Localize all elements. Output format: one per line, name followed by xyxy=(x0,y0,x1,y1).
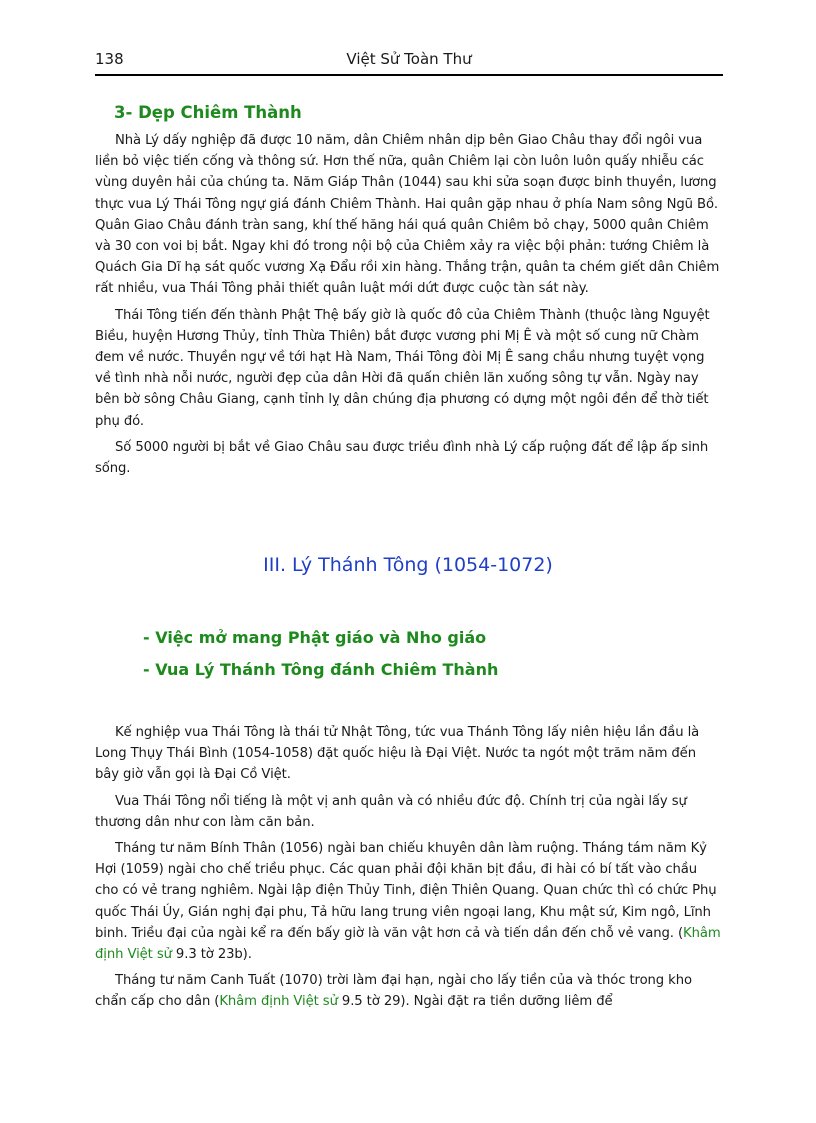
citation-link: Khâm định Việt sử xyxy=(219,994,338,1010)
paragraph: Thái Tông tiến đến thành Phật Thệ bấy giờ là quốc đô của Chiêm Thành (thuộc làng Nguyệt Biều, huyện Hương Thủy, tỉnh Thừa Thiên) bắt được vương phi Mị Ê và một số cung nữ Chàm đem về nước. Thuyền ngự về tới hạt Hà Nam, Thái Tông đòi Mị Ê sang chầu nhưng tuyệt vọng về tình nhà nỗi nước, người đẹp của dân Hời đã quấn chiên lăn xuống sông tự vẫn. Ngày nay bên bờ sông Châu Giang, cạnh tỉnh lỵ dân chúng địa phương có dựng một ngôi đền để thờ tiết phụ đó. xyxy=(95,307,710,429)
subheading: - Vua Lý Thánh Tông đánh Chiêm Thành xyxy=(143,660,499,679)
paragraph: Vua Thái Tông nổi tiếng là một vị anh quân và có nhiều đức độ. Chính trị của ngài lấy sự thương dân như con làm căn bản. xyxy=(95,793,687,830)
header-rule xyxy=(95,74,723,76)
chapter-body xyxy=(95,722,723,1013)
section-heading: 3- Dẹp Chiêm Thành xyxy=(114,103,302,122)
subheading: - Việc mở mang Phật giáo và Nho giáo xyxy=(143,628,487,647)
page-header xyxy=(95,50,723,74)
paragraph: Kế nghiệp vua Thái Tông là thái tử Nhật Tông, tức vua Thánh Tông lấy niên hiệu lần đầu là Long Thụy Thái Bình (1054-1058) đặt quốc hiệu là Đại Việt. Nước ta ngót một trăm năm đến bây giờ vẫn gọi là Đại Cồ Việt. xyxy=(95,725,700,783)
page-number: 138 xyxy=(95,50,124,68)
paragraph: Số 5000 người bị bắt về Giao Châu sau được triều đình nhà Lý cấp ruộng đất để lập ấp sinh sống. xyxy=(95,439,709,477)
paragraph: Tháng tư năm Bính Thân (1056) ngài ban chiếu khuyên dân làm ruộng. Tháng tám năm Kỷ Hợi (1059) ngài cho chế triều phục. Các quan phải đội khăn bịt đầu, đi hài có bí tất vào chầu cho có vẻ trang nghiêm. Ngài lập điện Thủy Tinh, điện Thiên Quang. Quan chức thì có chức Phụ quốc Thái Úy, Gián nghị đại phu, Tả hữu lang trung viên ngoại lang, Khu mật sứ, Kim ngô, Lĩnh binh. Triều đại của ngài kể ra đến bấy giờ là văn vật hơn cả và tiến dần đến chỗ vẻ vang. (Khâm định Việt sử 9.3 tờ 23b). xyxy=(95,841,721,963)
chapter-title: III. Lý Thánh Tông (1054-1072) xyxy=(263,554,553,576)
citation-link: Khâm định Việt sử xyxy=(95,925,721,963)
paragraph: Nhà Lý dấy nghiệp đã được 10 năm, dân Chiêm nhân dịp bên Giao Châu thay đổi ngôi vua liền bỏ việc tiến cống và thông sứ. Hơn thế nữa, quân Chiêm lại còn luôn luôn quấy nhiễu các vùng duyên hải của chúng ta. Năm Giáp Thân (1044) sau khi sửa soạn được binh thuyền, lương thực vua Lý Thái Tông ngự giá đánh Chiêm Thành. Hai quân gặp nhau ở phía Nam sông Ngũ Bồ. Quân Giao Châu đánh tràn sang, khí thế hăng hái quá quân Chiêm bỏ chạy, 5000 quân Chiêm và 30 con voi bị bắt. Ngay khi đó trong nội bộ của Chiêm xảy ra việc bội phản: tướng Chiêm là Quách Gia Dĩ hạ sát quốc vương Xạ Đẩu rồi xin hàng. Thắng trận, quân ta chém giết dân Chiêm rất nhiều, vua Thái Tông phải thiết quân luật mới dứt được cuộc tàn sát này. xyxy=(95,133,720,297)
section-body xyxy=(95,130,723,479)
paragraph: Tháng tư năm Canh Tuất (1070) trời làm đại hạn, ngài cho lấy tiền của và thóc trong kho chẩn cấp cho dân (Khâm định Việt sử 9.5 tờ 29). Ngài đặt ra tiền dưỡng liêm để xyxy=(95,973,692,1010)
running-title: Việt Sử Toàn Thư xyxy=(346,50,472,68)
